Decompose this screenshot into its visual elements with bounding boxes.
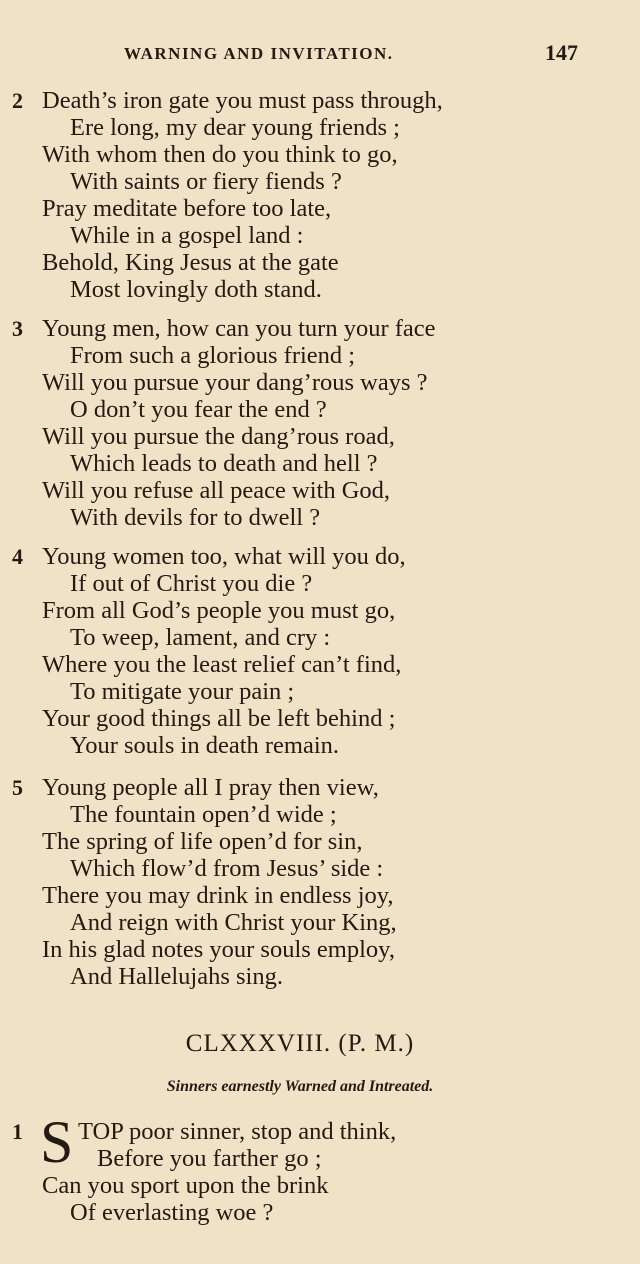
page-number: 147	[545, 40, 578, 65]
stanza-number: 5	[12, 775, 23, 800]
verse-line: There you may drink in endless joy,	[42, 882, 394, 909]
verse-line: Can you sport upon the brink	[42, 1172, 329, 1199]
verse-line: Will you pursue your dang’rous ways ?	[42, 369, 428, 396]
verse-line: Of everlasting woe ?	[70, 1199, 274, 1226]
stanza-number: 2	[12, 88, 23, 113]
verse-line: Will you pursue the dang’rous road,	[42, 423, 395, 450]
verse-line: Where you the least relief can’t find,	[42, 651, 402, 678]
verse-line: Your good things all be left behind ;	[42, 705, 396, 732]
verse-line: From such a glorious friend ;	[70, 342, 356, 369]
verse-line: In his glad notes your souls employ,	[42, 936, 395, 963]
verse-line: From all God’s people you must go,	[42, 597, 396, 624]
verse-line: To mitigate your pain ;	[70, 678, 295, 705]
verse-line: If out of Christ you die ?	[70, 570, 313, 597]
stanza-number: 4	[12, 544, 23, 569]
drop-cap: S	[40, 1109, 74, 1175]
verse-line: And reign with Christ your King,	[70, 909, 397, 936]
verse-line: Young women too, what will you do,	[42, 543, 406, 570]
verse-line: Ere long, my dear young friends ;	[70, 114, 400, 141]
verse-line: Young people all I pray then view,	[42, 774, 379, 801]
verse-line: The spring of life open’d for sin,	[42, 828, 363, 855]
verse-line: With whom then do you think to go,	[42, 141, 398, 168]
verse-line: Behold, King Jesus at the gate	[42, 249, 339, 276]
verse-line: To weep, lament, and cry :	[70, 624, 331, 651]
verse-line: Will you refuse all peace with God,	[42, 477, 391, 504]
verse-line: Most lovingly doth stand.	[70, 276, 322, 303]
hymn-title: CLXXXVIII. (P. M.)	[185, 1030, 415, 1057]
verse-line: Your souls in death remain.	[70, 732, 340, 759]
verse-line: Before you farther go ;	[97, 1145, 322, 1172]
verse-line: Pray meditate before too late,	[42, 195, 332, 222]
verse-line: With saints or fiery fiends ?	[70, 168, 342, 195]
verse-line: Young men, how can you turn your face	[42, 315, 436, 342]
stanza-number: 1	[12, 1119, 23, 1144]
hymn-subtitle: Sinners earnestly Warned and Intreated.	[166, 1078, 434, 1095]
verse-line: The fountain open’d wide ;	[70, 801, 337, 828]
stanza-number: 3	[12, 316, 23, 341]
running-head: WARNING AND INVITATION.	[124, 44, 394, 63]
verse-line: With devils for to dwell ?	[70, 504, 321, 531]
verse-line: While in a gospel land :	[70, 222, 304, 249]
verse-line-first: TOP poor sinner, stop and think,	[78, 1118, 397, 1145]
verse-line: And Hallelujahs sing.	[70, 963, 283, 990]
verse-line: Which flow’d from Jesus’ side :	[70, 855, 384, 882]
verse-line: Death’s iron gate you must pass through,	[42, 87, 443, 114]
verse-line: Which leads to death and hell ?	[70, 450, 378, 477]
verse-line: O don’t you fear the end ?	[70, 396, 327, 423]
